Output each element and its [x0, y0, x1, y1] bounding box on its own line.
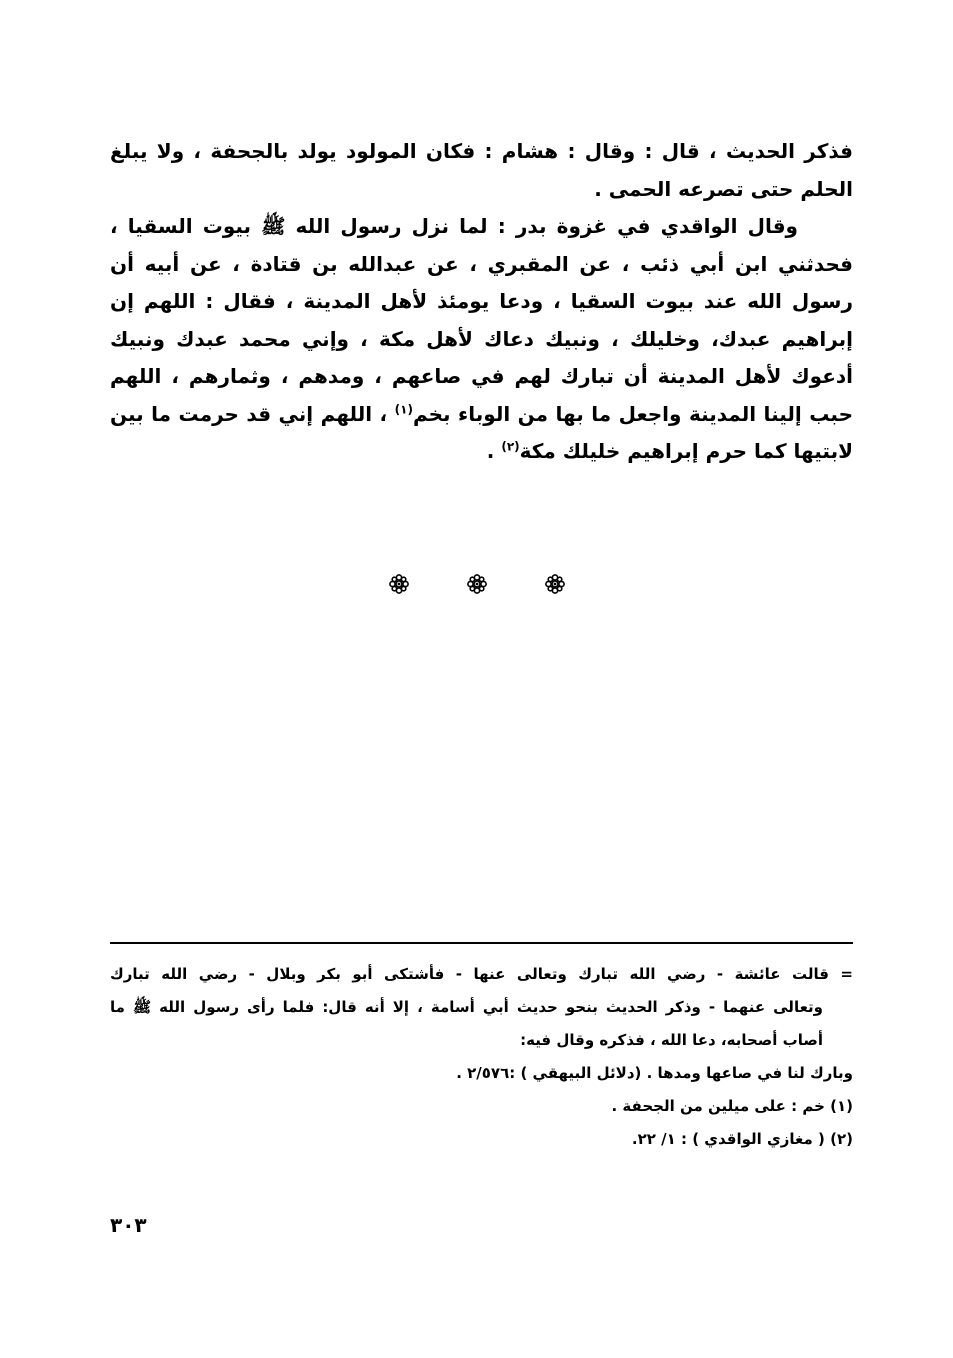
footnote-continued-line-2: وتعالى عنهما - وذكر الحديث بنحو حديث أبي أسامة ، إلا أنه قال: فلما رأى رسول الله ﷺ ما: [110, 998, 823, 1016]
paragraph-2-text-a: وقال الواقدي في غزوة بدر : لما نزل رسول الله ﷺ بيوت السقيا ، فحدثني ابن أبي ذئب ، عن المقبري ، عن عبدالله بن قتادة ، عن أبيه أن رسول الله عند بيوت السقيا ، ودعا يومئذ لأهل المدينة ، فقال : اللهم إن إبراهيم عبدك، وخليلك ، ونبيك دعاك لأهل مكة ، وإني محمد عبدك ونبيك أدعوك لأهل المدينة أن تبارك لهم في صاعهم ، ومدهم ، وثمارهم ، اللهم حبب إلينا المدينة واجعل ما بها من الوباء بخم: [110, 214, 853, 426]
page-number: ٣٠٣: [110, 1213, 147, 1237]
footnote-1: (١) خم : على ميلين من الجحفة .: [611, 1097, 853, 1115]
main-text-block: [110, 133, 853, 471]
flower-ornament-icon: [466, 573, 488, 595]
footnote-ref-1: (١): [394, 401, 413, 416]
flower-ornament-icon: [544, 573, 566, 595]
flower-ornament-icon: [388, 573, 410, 595]
footnote-divider: [110, 942, 853, 944]
footnote-continued-line-4: وبارك لنا في صاعها ومدها . (دلائل البيهقي ) :٢/٥٧٦ .: [456, 1064, 853, 1082]
paragraph-2-text-b: ، اللهم إني قد حرمت ما بين لابتيها كما حرم إبراهيم خليلك مكة: [110, 401, 853, 463]
footnote-continued-line-1: = قالت عائشة - رضي الله تبارك وتعالى عنها - فأشتكى أبو بكر وبلال - رضي الله تبارك: [110, 965, 853, 983]
ornament-separator: [0, 566, 953, 602]
footnotes-block: [110, 958, 853, 1156]
paragraph-2-text-c: .: [486, 439, 502, 463]
paragraph-1: [110, 133, 853, 208]
footnote-ref-2: (٢): [501, 439, 520, 454]
paragraph-1-text: فذكر الحديث ، قال : وقال : هشام : فكان المولود يولد بالجحفة ، ولا يبلغ الحلم حتى تصرعه الحمى .: [110, 139, 853, 201]
paragraph-2: [110, 208, 853, 471]
footnote-continued-line-3: أصاب أصحابه، دعا الله ، فذكره وقال فيه:: [520, 1031, 823, 1049]
footnote-2: (٢) ( مغازي الواقدي ) : ١/ ٢٢.: [631, 1130, 853, 1148]
